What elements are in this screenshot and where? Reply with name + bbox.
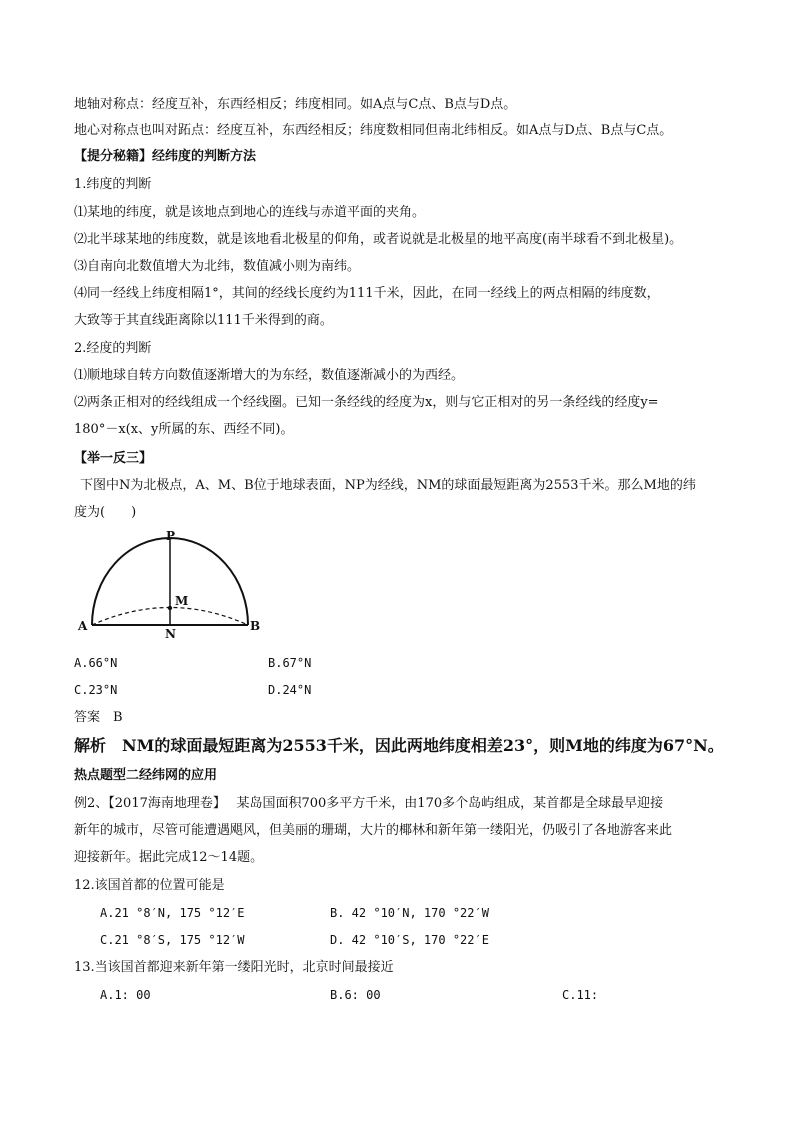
practice-option-d: D.24°N (268, 683, 312, 697)
practice-option-c: C.23°N (74, 683, 118, 697)
label-a: A (78, 619, 88, 633)
q13-option-b: B.6: 00 (330, 988, 381, 1002)
latitude-point-4-line-2: 大致等于其直线距离除以111千米得到的商。 (74, 313, 333, 328)
practice-option-a: A.66°N (74, 656, 118, 670)
longitude-point-1: ⑴顺地球自转方向数值逐渐增大的为东经，数值逐渐减小的为西经。 (74, 368, 465, 383)
q12-option-d: D. 42 °10′S, 170 °22′E (330, 933, 489, 947)
latitude-point-2: ⑵北半球某地的纬度数，就是该地看北极星的仰角，或者说就是北极星的地平高度(南半球看不到北极星)。 (74, 232, 683, 247)
label-p: P (166, 529, 176, 543)
label-b: B (250, 619, 261, 633)
longitude-point-2-line-2: 180°－x(x、y所属的东、西经不同)。 (74, 422, 294, 437)
question-13: 13.当该国首都迎来新年第一缕阳光时，北京时间最接近 (74, 960, 394, 975)
practice-answer: 答案 B (74, 710, 123, 725)
practice-question-line-2: 度为( ) (74, 505, 137, 520)
practice-heading: 【举一反三】 (74, 451, 153, 466)
example-line-1: 例2、【2017海南地理卷】 某岛国面积700多平方千米，由170多个岛屿组成，某首都是全球最早迎接 (74, 796, 664, 811)
meridian-diagram (74, 528, 274, 648)
label-m: M (175, 594, 189, 608)
q13-option-a: A.1: 00 (100, 988, 151, 1002)
intro-line-2: 地心对称点也叫对跖点：经度互补，东西经相反；纬度数相同但南北纬相反。如A点与D点、B点与C点。 (74, 123, 673, 138)
example-line-2: 新年的城市，尽管可能遭遇飓风，但美丽的珊瑚，大片的椰林和新年第一缕阳光，仍吸引了各地游客来此 (74, 823, 673, 838)
q12-option-c: C.21 °8′S, 175 °12′W (100, 933, 245, 947)
longitude-section-title: 2.经度的判断 (74, 341, 152, 356)
hot-heading: 热点题型二经纬网的应用 (74, 768, 218, 783)
q12-option-a: A.21 °8′N, 175 °12′E (100, 906, 245, 920)
latitude-point-4-line-1: ⑷同一经线上纬度相隔1°，其间的经线长度约为111千米，因此，在同一经线上的两点相隔的纬度数， (74, 286, 660, 301)
latitude-point-3: ⑶自南向北数值增大为北纬，数值减小则为南纬。 (74, 259, 361, 274)
example-line-3: 迎接新年。据此完成12～14题。 (74, 850, 264, 865)
label-n: N (165, 627, 176, 641)
tip-heading: 【提分秘籍】经纬度的判断方法 (74, 149, 257, 164)
q12-option-b: B. 42 °10′N, 170 °22′W (330, 906, 489, 920)
question-12: 12.该国首都的位置可能是 (74, 878, 225, 893)
latitude-point-1: ⑴某地的纬度，就是该地点到地心的连线与赤道平面的夹角。 (74, 205, 426, 220)
q13-option-c: C.11: (562, 988, 599, 1002)
practice-analysis: 解析 NM的球面最短距离为2553千米，因此两地纬度相差23°，则M地的纬度为67°N。 (74, 736, 724, 755)
longitude-point-2-line-1: ⑵两条正相对的经线组成一个经线圈。已知一条经线的经度为x，则与它正相对的另一条经线的经度y= (74, 395, 659, 410)
intro-line-1: 地轴对称点：经度互补，东西经相反；纬度相同。如A点与C点、B点与D点。 (74, 97, 517, 112)
practice-option-b: B.67°N (268, 656, 312, 670)
practice-question-line-1: 下图中N为北极点，A、M、B位于地球表面，NP为经线，NM的球面最短距离为2553千米。那么M地的纬 (80, 478, 696, 493)
latitude-section-title: 1.纬度的判断 (74, 177, 152, 192)
